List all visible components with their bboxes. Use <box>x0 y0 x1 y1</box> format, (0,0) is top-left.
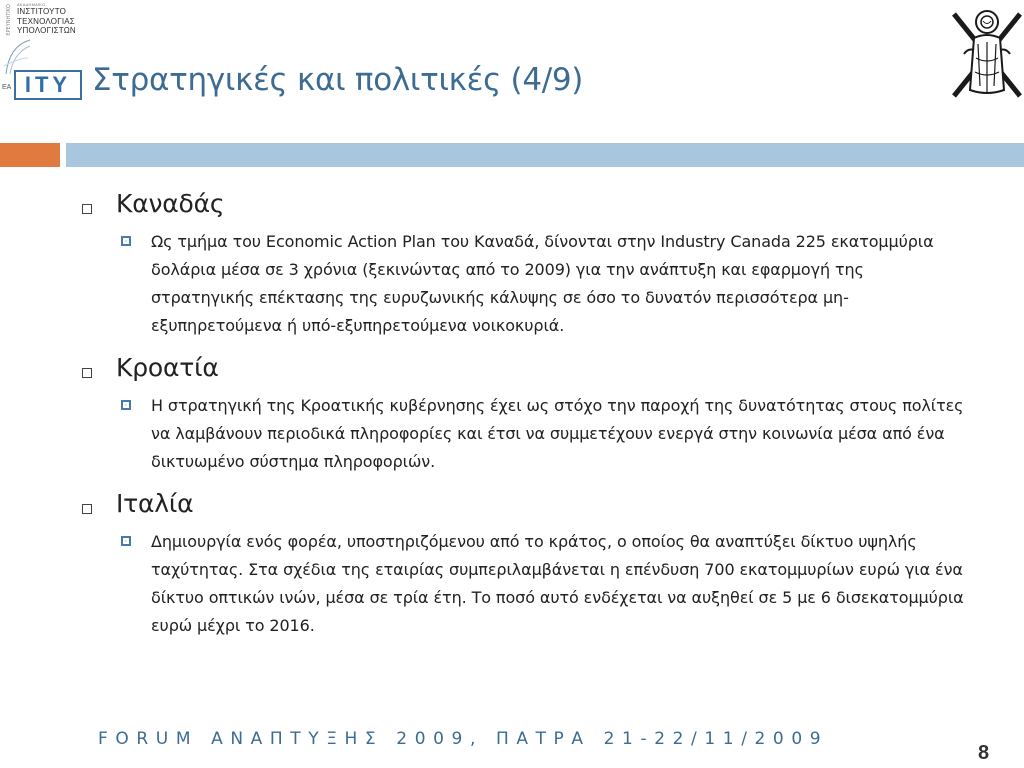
square-bullet-icon <box>82 368 92 378</box>
logo-mark: ΙΤΥ <box>14 70 82 100</box>
bullet-text: Ως τμήμα του Economic Action Plan του Καναδά, δίνονται στην Industry Canada 225 εκατομμύρια δολάρια μέσα σε 3 χρόνια (ξεκινώντας από το 2009) για την ανάπτυξη και εφαρμογή της στρατηγικής επέκτασης της ευρυζωνικής κάλυψης σε όσο το δυνατόν περισσότερα μη-εξυπηρετούμενα ή υπό-εξυπηρετούμενα νοικοκυριά. <box>151 232 934 335</box>
list-item <box>121 528 982 640</box>
square-bullet-icon <box>82 504 92 514</box>
page-number: 8 <box>978 742 990 764</box>
bullet-text: Δημιουργία ενός φορέα, υποστηριζόμενου από το κράτος, ο οποίος θα αναπτύξει δίκτυο υψηλής ταχύτητας. Στα σχέδια της εταιρίας συμπεριλαμβάνεται η επένδυση 700 εκατομμυρίων ευρώ για ένα δίκτυο οπτικών ινών, μέσα σε τρία έτη. Το ποσό αυτό ενδέχεται να αυξηθεί σε 5 με 6 δισεκατομμύρια ευρώ μέχρι το 2016. <box>151 532 964 635</box>
square-bullet-icon <box>121 236 131 246</box>
bullet-text: Η στρατηγική της Κροατικής κυβέρνησης έχει ως στόχο την παροχή της δυνατότητας στους πολίτες να λαμβάνουν περιοδικά πληροφορίες και έτσι να συμμετέχουν ενεργά στην κοινωνία μέσα από ένα δικτυωμένο σύστημα πληροφοριών. <box>151 396 964 471</box>
institute-logo <box>0 0 82 100</box>
slide-title: Στρατηγικές και πολιτικές (4/9) <box>92 62 584 98</box>
logo-line-1: ΙΝΣΤΙΤΟΥΤΟ <box>17 7 67 16</box>
footer-text: FORUM ΑΝΑΠΤΥΞΗΣ 2009, ΠΑΤΡΑ 21-22/11/2009 <box>98 729 829 749</box>
logo-line-2: ΤΕΧΝΟΛΟΓΙΑΣ <box>17 16 75 26</box>
section-heading <box>82 188 982 228</box>
section-heading <box>82 352 982 392</box>
logo-line-3: ΥΠΟΛΟΓΙΣΤΩΝ <box>17 26 76 35</box>
section-label: Ιταλία <box>116 489 194 518</box>
square-bullet-icon <box>121 536 131 546</box>
logo-ea-text: ΕΑ <box>2 84 12 91</box>
list-item <box>121 228 982 340</box>
logo-side-text: ΕΡΕΥΝΗΤΙΚΟ <box>6 4 12 36</box>
square-bullet-icon <box>121 400 131 410</box>
section-canada <box>82 188 982 340</box>
square-bullet-icon <box>82 204 92 214</box>
saint-andrew-emblem-icon <box>950 2 1024 100</box>
section-label: Καναδάς <box>116 189 225 218</box>
logo-small-text: ΑΚΑΔΗΜΑΪΚΟ <box>17 2 46 7</box>
section-italy <box>82 488 982 640</box>
logo-text <box>17 2 81 36</box>
section-croatia <box>82 352 982 476</box>
list-item <box>121 392 982 476</box>
section-heading <box>82 488 982 528</box>
accent-bar-orange <box>0 143 60 167</box>
section-label: Κροατία <box>116 353 219 382</box>
accent-bar-blue <box>66 143 1024 167</box>
slide-content <box>82 188 982 652</box>
